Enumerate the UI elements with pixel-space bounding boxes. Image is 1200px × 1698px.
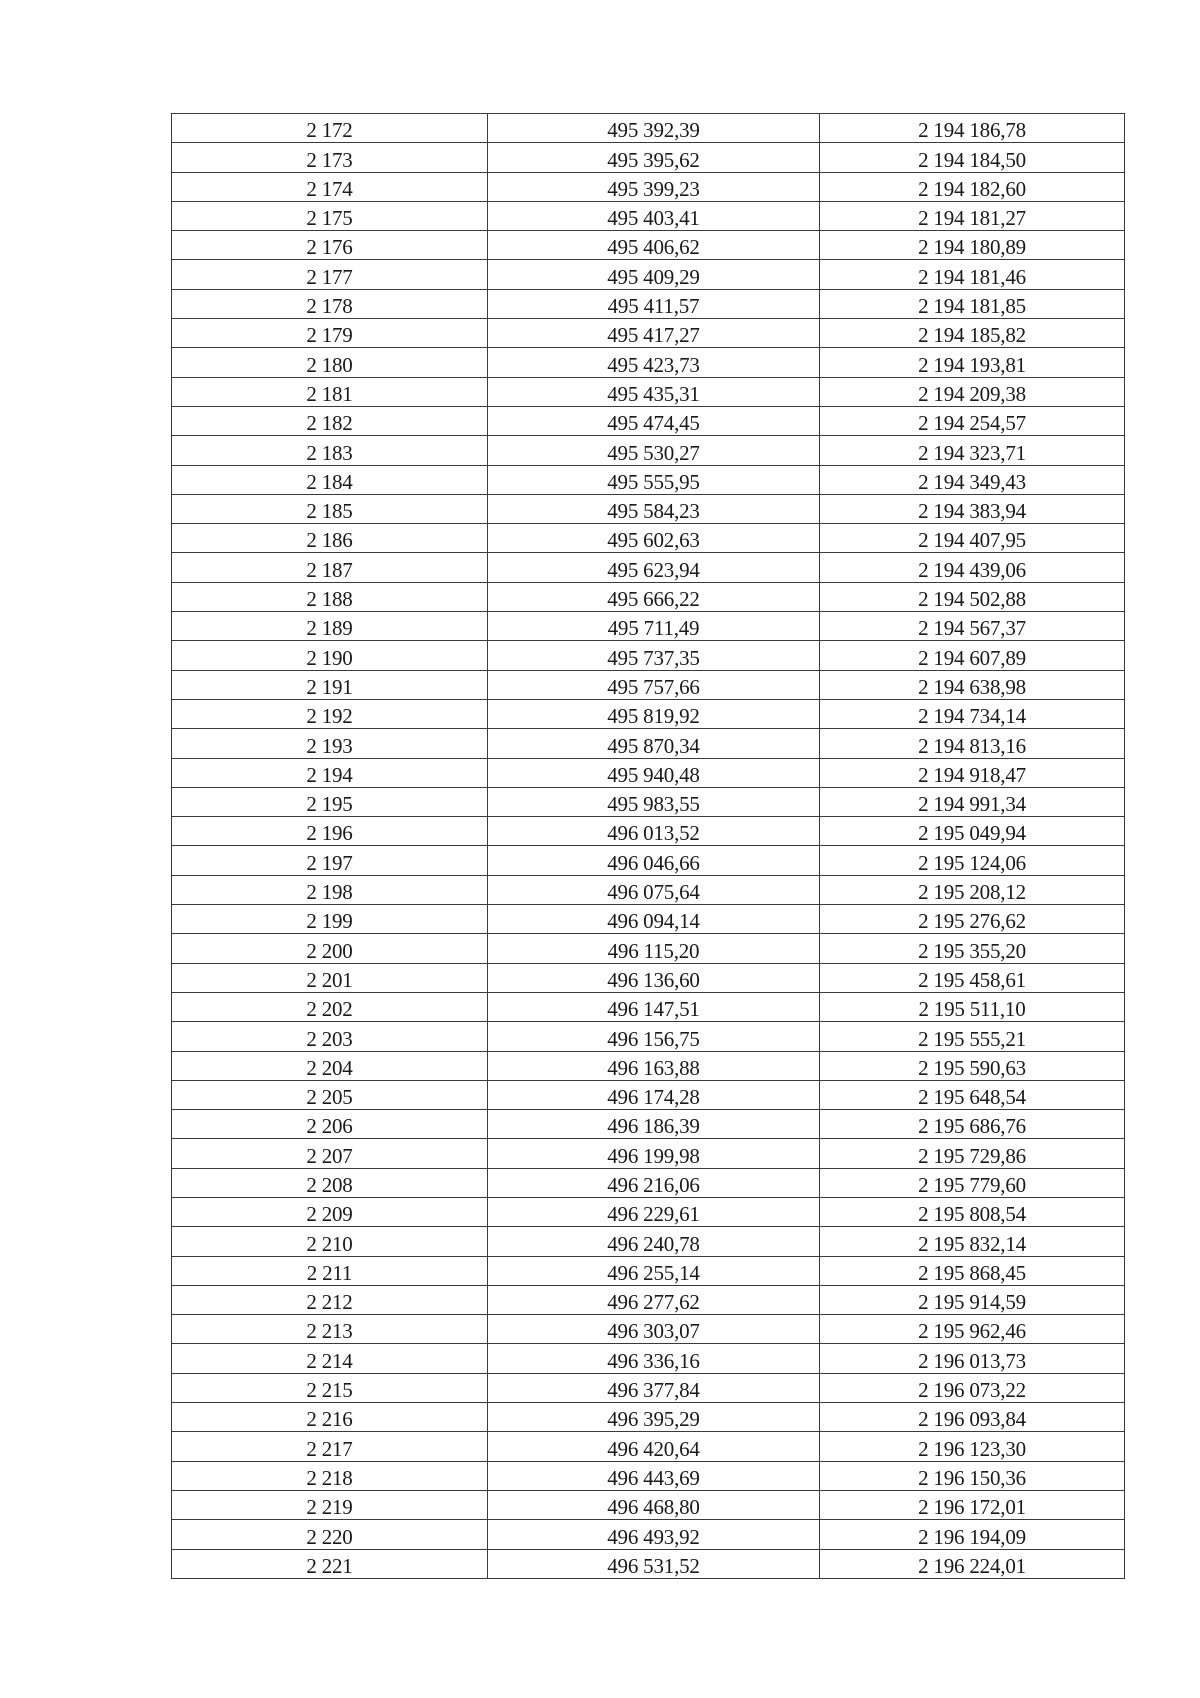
y-coordinate-cell: 2 194 181,85: [820, 289, 1125, 318]
y-coordinate-cell: 2 194 383,94: [820, 494, 1125, 523]
point-number-cell: 2 207: [172, 1139, 488, 1168]
table-row: [172, 553, 1125, 582]
x-coordinate-cell: 495 474,45: [488, 406, 820, 435]
table-row: [172, 1051, 1125, 1080]
table-row: [172, 377, 1125, 406]
coordinates-table-body: [172, 114, 1125, 1579]
x-coordinate-cell: 495 406,62: [488, 231, 820, 260]
y-coordinate-cell: 2 194 439,06: [820, 553, 1125, 582]
table-row: [172, 875, 1125, 904]
table-row: [172, 319, 1125, 348]
y-coordinate-cell: 2 196 224,01: [820, 1549, 1125, 1578]
table-row: [172, 787, 1125, 816]
x-coordinate-cell: 495 530,27: [488, 436, 820, 465]
x-coordinate-cell: 495 940,48: [488, 758, 820, 787]
y-coordinate-cell: 2 194 734,14: [820, 699, 1125, 728]
x-coordinate-cell: 496 493,92: [488, 1520, 820, 1549]
x-coordinate-cell: 495 417,27: [488, 319, 820, 348]
y-coordinate-cell: 2 195 511,10: [820, 992, 1125, 1021]
point-number-cell: 2 209: [172, 1197, 488, 1226]
table-row: [172, 846, 1125, 875]
x-coordinate-cell: 496 377,84: [488, 1373, 820, 1402]
x-coordinate-cell: 496 156,75: [488, 1022, 820, 1051]
table-row: [172, 1520, 1125, 1549]
table-row: [172, 114, 1125, 143]
x-coordinate-cell: 495 399,23: [488, 172, 820, 201]
table-row: [172, 289, 1125, 318]
table-row: [172, 143, 1125, 172]
x-coordinate-cell: 495 584,23: [488, 494, 820, 523]
y-coordinate-cell: 2 194 185,82: [820, 319, 1125, 348]
x-coordinate-cell: 495 666,22: [488, 582, 820, 611]
point-number-cell: 2 184: [172, 465, 488, 494]
table-row: [172, 494, 1125, 523]
point-number-cell: 2 217: [172, 1432, 488, 1461]
y-coordinate-cell: 2 195 458,61: [820, 963, 1125, 992]
y-coordinate-cell: 2 194 180,89: [820, 231, 1125, 260]
x-coordinate-cell: 496 229,61: [488, 1197, 820, 1226]
point-number-cell: 2 201: [172, 963, 488, 992]
x-coordinate-cell: 495 435,31: [488, 377, 820, 406]
point-number-cell: 2 193: [172, 729, 488, 758]
point-number-cell: 2 216: [172, 1403, 488, 1432]
point-number-cell: 2 197: [172, 846, 488, 875]
table-row: [172, 1227, 1125, 1256]
y-coordinate-cell: 2 196 194,09: [820, 1520, 1125, 1549]
y-coordinate-cell: 2 194 502,88: [820, 582, 1125, 611]
table-row: [172, 1022, 1125, 1051]
y-coordinate-cell: 2 194 813,16: [820, 729, 1125, 758]
table-row: [172, 729, 1125, 758]
point-number-cell: 2 181: [172, 377, 488, 406]
y-coordinate-cell: 2 195 124,06: [820, 846, 1125, 875]
x-coordinate-cell: 495 623,94: [488, 553, 820, 582]
point-number-cell: 2 192: [172, 699, 488, 728]
y-coordinate-cell: 2 194 991,34: [820, 787, 1125, 816]
y-coordinate-cell: 2 195 555,21: [820, 1022, 1125, 1051]
y-coordinate-cell: 2 195 962,46: [820, 1315, 1125, 1344]
point-number-cell: 2 203: [172, 1022, 488, 1051]
table-row: [172, 1490, 1125, 1519]
y-coordinate-cell: 2 196 172,01: [820, 1490, 1125, 1519]
point-number-cell: 2 172: [172, 114, 488, 143]
y-coordinate-cell: 2 194 182,60: [820, 172, 1125, 201]
y-coordinate-cell: 2 196 150,36: [820, 1461, 1125, 1490]
table-row: [172, 1403, 1125, 1432]
point-number-cell: 2 173: [172, 143, 488, 172]
table-row: [172, 1315, 1125, 1344]
table-row: [172, 612, 1125, 641]
x-coordinate-cell: 496 277,62: [488, 1285, 820, 1314]
x-coordinate-cell: 495 395,62: [488, 143, 820, 172]
y-coordinate-cell: 2 194 323,71: [820, 436, 1125, 465]
point-number-cell: 2 182: [172, 406, 488, 435]
point-number-cell: 2 187: [172, 553, 488, 582]
table-row: [172, 1080, 1125, 1109]
point-number-cell: 2 175: [172, 201, 488, 230]
table-row: [172, 699, 1125, 728]
x-coordinate-cell: 496 046,66: [488, 846, 820, 875]
table-row: [172, 172, 1125, 201]
point-number-cell: 2 213: [172, 1315, 488, 1344]
y-coordinate-cell: 2 194 607,89: [820, 641, 1125, 670]
point-number-cell: 2 185: [172, 494, 488, 523]
x-coordinate-cell: 496 163,88: [488, 1051, 820, 1080]
x-coordinate-cell: 496 147,51: [488, 992, 820, 1021]
y-coordinate-cell: 2 195 049,94: [820, 817, 1125, 846]
y-coordinate-cell: 2 195 729,86: [820, 1139, 1125, 1168]
table-row: [172, 465, 1125, 494]
point-number-cell: 2 214: [172, 1344, 488, 1373]
y-coordinate-cell: 2 194 567,37: [820, 612, 1125, 641]
point-number-cell: 2 196: [172, 817, 488, 846]
table-row: [172, 963, 1125, 992]
x-coordinate-cell: 495 711,49: [488, 612, 820, 641]
point-number-cell: 2 186: [172, 524, 488, 553]
table-row: [172, 436, 1125, 465]
point-number-cell: 2 220: [172, 1520, 488, 1549]
table-row: [172, 934, 1125, 963]
point-number-cell: 2 179: [172, 319, 488, 348]
point-number-cell: 2 221: [172, 1549, 488, 1578]
point-number-cell: 2 174: [172, 172, 488, 201]
point-number-cell: 2 189: [172, 612, 488, 641]
y-coordinate-cell: 2 194 349,43: [820, 465, 1125, 494]
x-coordinate-cell: 495 555,95: [488, 465, 820, 494]
x-coordinate-cell: 496 013,52: [488, 817, 820, 846]
table-row: [172, 1285, 1125, 1314]
table-row: [172, 1256, 1125, 1285]
x-coordinate-cell: 496 303,07: [488, 1315, 820, 1344]
x-coordinate-cell: 495 819,92: [488, 699, 820, 728]
y-coordinate-cell: 2 194 209,38: [820, 377, 1125, 406]
point-number-cell: 2 199: [172, 905, 488, 934]
point-number-cell: 2 206: [172, 1110, 488, 1139]
table-row: [172, 992, 1125, 1021]
y-coordinate-cell: 2 194 193,81: [820, 348, 1125, 377]
x-coordinate-cell: 495 870,34: [488, 729, 820, 758]
table-row: [172, 1461, 1125, 1490]
y-coordinate-cell: 2 195 832,14: [820, 1227, 1125, 1256]
y-coordinate-cell: 2 194 181,27: [820, 201, 1125, 230]
point-number-cell: 2 178: [172, 289, 488, 318]
table-row: [172, 758, 1125, 787]
x-coordinate-cell: 496 468,80: [488, 1490, 820, 1519]
x-coordinate-cell: 495 403,41: [488, 201, 820, 230]
x-coordinate-cell: 496 199,98: [488, 1139, 820, 1168]
point-number-cell: 2 202: [172, 992, 488, 1021]
table-row: [172, 582, 1125, 611]
y-coordinate-cell: 2 195 914,59: [820, 1285, 1125, 1314]
y-coordinate-cell: 2 195 355,20: [820, 934, 1125, 963]
point-number-cell: 2 204: [172, 1051, 488, 1080]
table-row: [172, 348, 1125, 377]
y-coordinate-cell: 2 195 868,45: [820, 1256, 1125, 1285]
x-coordinate-cell: 496 255,14: [488, 1256, 820, 1285]
x-coordinate-cell: 496 336,16: [488, 1344, 820, 1373]
table-row: [172, 641, 1125, 670]
x-coordinate-cell: 496 136,60: [488, 963, 820, 992]
y-coordinate-cell: 2 195 808,54: [820, 1197, 1125, 1226]
table-row: [172, 1373, 1125, 1402]
point-number-cell: 2 195: [172, 787, 488, 816]
point-number-cell: 2 212: [172, 1285, 488, 1314]
y-coordinate-cell: 2 194 254,57: [820, 406, 1125, 435]
x-coordinate-cell: 496 186,39: [488, 1110, 820, 1139]
table-row: [172, 817, 1125, 846]
y-coordinate-cell: 2 194 918,47: [820, 758, 1125, 787]
table-row: [172, 1197, 1125, 1226]
x-coordinate-cell: 496 395,29: [488, 1403, 820, 1432]
y-coordinate-cell: 2 194 186,78: [820, 114, 1125, 143]
point-number-cell: 2 177: [172, 260, 488, 289]
point-number-cell: 2 205: [172, 1080, 488, 1109]
point-number-cell: 2 200: [172, 934, 488, 963]
y-coordinate-cell: 2 195 779,60: [820, 1168, 1125, 1197]
point-number-cell: 2 218: [172, 1461, 488, 1490]
y-coordinate-cell: 2 195 648,54: [820, 1080, 1125, 1109]
x-coordinate-cell: 495 737,35: [488, 641, 820, 670]
y-coordinate-cell: 2 195 208,12: [820, 875, 1125, 904]
table-row: [172, 1139, 1125, 1168]
table-row: [172, 670, 1125, 699]
y-coordinate-cell: 2 195 686,76: [820, 1110, 1125, 1139]
table-row: [172, 1549, 1125, 1578]
x-coordinate-cell: 496 443,69: [488, 1461, 820, 1490]
x-coordinate-cell: 495 411,57: [488, 289, 820, 318]
point-number-cell: 2 215: [172, 1373, 488, 1402]
table-row: [172, 260, 1125, 289]
x-coordinate-cell: 496 216,06: [488, 1168, 820, 1197]
x-coordinate-cell: 496 531,52: [488, 1549, 820, 1578]
table-row: [172, 406, 1125, 435]
table-row: [172, 524, 1125, 553]
x-coordinate-cell: 496 420,64: [488, 1432, 820, 1461]
point-number-cell: 2 208: [172, 1168, 488, 1197]
table-row: [172, 1432, 1125, 1461]
table-row: [172, 1110, 1125, 1139]
table-row: [172, 1344, 1125, 1373]
x-coordinate-cell: 496 174,28: [488, 1080, 820, 1109]
coordinates-table: [171, 113, 1125, 1579]
x-coordinate-cell: 495 409,29: [488, 260, 820, 289]
point-number-cell: 2 190: [172, 641, 488, 670]
x-coordinate-cell: 496 240,78: [488, 1227, 820, 1256]
x-coordinate-cell: 495 602,63: [488, 524, 820, 553]
y-coordinate-cell: 2 195 590,63: [820, 1051, 1125, 1080]
x-coordinate-cell: 495 392,39: [488, 114, 820, 143]
y-coordinate-cell: 2 194 638,98: [820, 670, 1125, 699]
point-number-cell: 2 198: [172, 875, 488, 904]
point-number-cell: 2 188: [172, 582, 488, 611]
y-coordinate-cell: 2 196 013,73: [820, 1344, 1125, 1373]
x-coordinate-cell: 496 115,20: [488, 934, 820, 963]
x-coordinate-cell: 496 075,64: [488, 875, 820, 904]
point-number-cell: 2 180: [172, 348, 488, 377]
y-coordinate-cell: 2 194 407,95: [820, 524, 1125, 553]
table-row: [172, 201, 1125, 230]
point-number-cell: 2 194: [172, 758, 488, 787]
x-coordinate-cell: 496 094,14: [488, 905, 820, 934]
y-coordinate-cell: 2 196 073,22: [820, 1373, 1125, 1402]
point-number-cell: 2 211: [172, 1256, 488, 1285]
y-coordinate-cell: 2 196 093,84: [820, 1403, 1125, 1432]
point-number-cell: 2 176: [172, 231, 488, 260]
x-coordinate-cell: 495 983,55: [488, 787, 820, 816]
table-row: [172, 231, 1125, 260]
table-row: [172, 1168, 1125, 1197]
y-coordinate-cell: 2 195 276,62: [820, 905, 1125, 934]
y-coordinate-cell: 2 194 184,50: [820, 143, 1125, 172]
x-coordinate-cell: 495 423,73: [488, 348, 820, 377]
y-coordinate-cell: 2 194 181,46: [820, 260, 1125, 289]
y-coordinate-cell: 2 196 123,30: [820, 1432, 1125, 1461]
table-row: [172, 905, 1125, 934]
point-number-cell: 2 219: [172, 1490, 488, 1519]
point-number-cell: 2 191: [172, 670, 488, 699]
point-number-cell: 2 210: [172, 1227, 488, 1256]
x-coordinate-cell: 495 757,66: [488, 670, 820, 699]
point-number-cell: 2 183: [172, 436, 488, 465]
